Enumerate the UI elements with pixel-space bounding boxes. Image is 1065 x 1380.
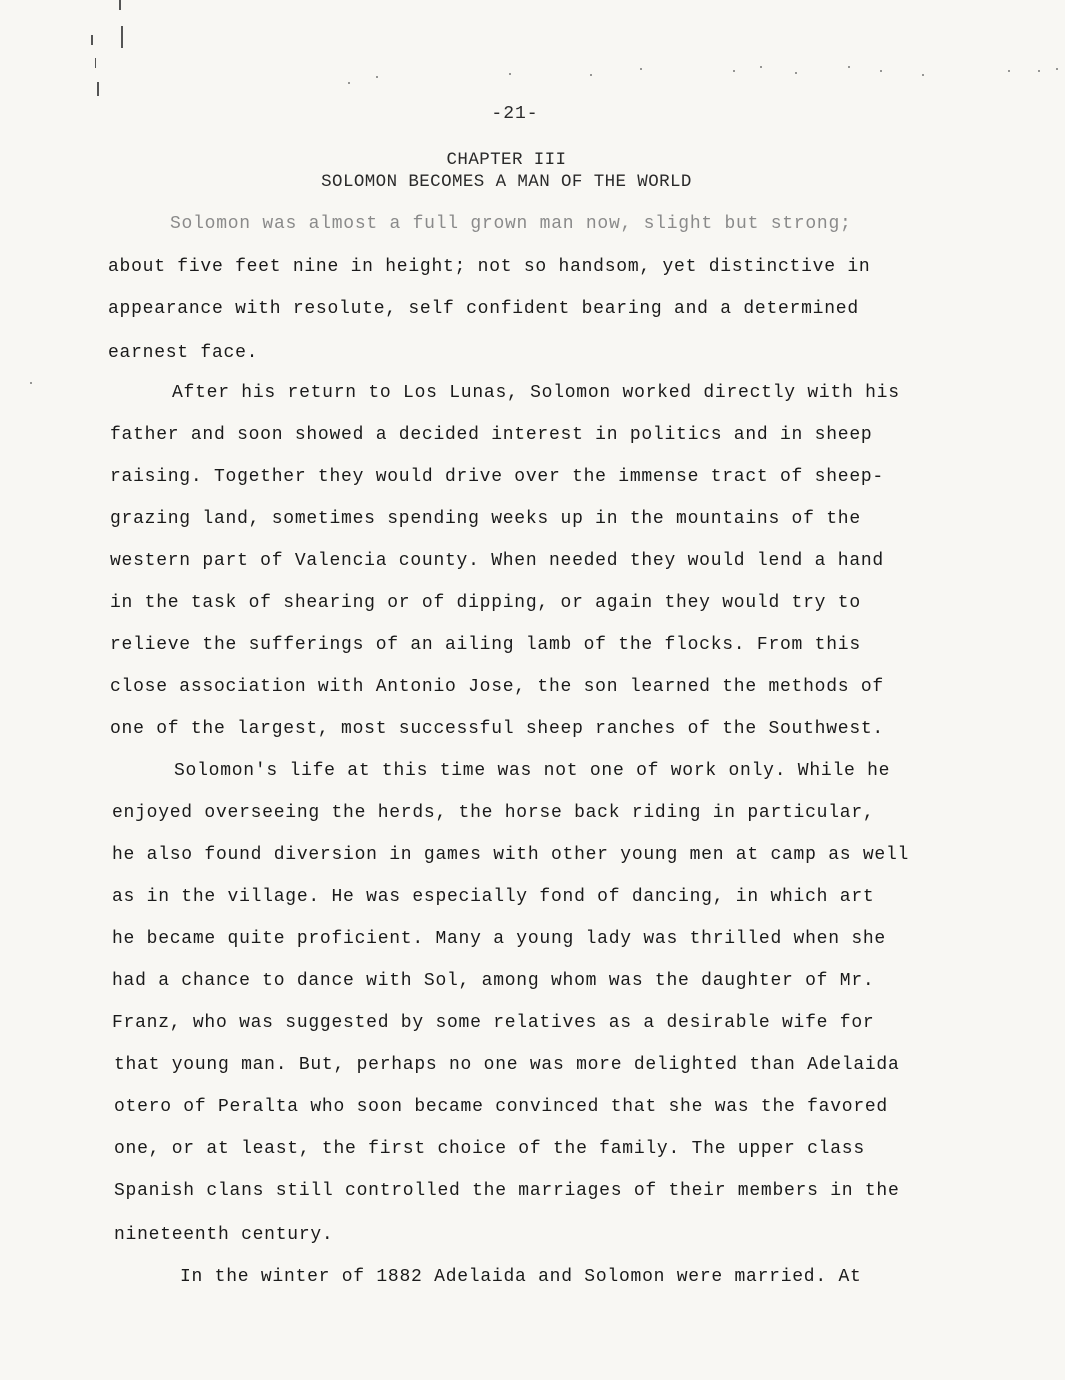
text-line: Spanish clans still controlled the marriages of their members in the (114, 1181, 900, 1201)
text-line: close association with Antonio Jose, the son learned the methods of (110, 677, 884, 697)
margin-mark (97, 82, 99, 96)
text-line: Franz, who was suggested by some relatives as a desirable wife for (112, 1013, 875, 1033)
text-line: in the task of shearing or of dipping, or again they would try to (110, 593, 861, 613)
text-line: he became quite proficient. Many a young lady was thrilled when she (112, 929, 886, 949)
text-line: one of the largest, most successful sheep ranches of the Southwest. (110, 719, 884, 739)
text-line: about five feet nine in height; not so handsom, yet distinctive in (108, 257, 871, 277)
text-line: appearance with resolute, self confident bearing and a determined (108, 299, 859, 319)
text-line: Solomon's life at this time was not one of work only. While he (174, 761, 891, 781)
margin-mark (119, 0, 121, 10)
text-line: earnest face. (108, 343, 259, 363)
text-line: father and soon showed a decided interest in politics and in sheep (110, 425, 873, 445)
margin-mark (95, 58, 96, 68)
text-line: grazing land, sometimes spending weeks up in the mountains of the (110, 509, 861, 529)
text-line: had a chance to dance with Sol, among whom was the daughter of Mr. (112, 971, 875, 991)
text-line: nineteenth century. (114, 1225, 334, 1245)
chapter-title: SOLOMON BECOMES A MAN OF THE WORLD (321, 172, 692, 192)
text-line: as in the village. He was especially fond of dancing, in which art (112, 887, 875, 907)
text-line: raising. Together they would drive over the immense tract of sheep- (110, 467, 884, 487)
text-line: he also found diversion in games with other young men at camp as well (112, 845, 910, 865)
text-line: that young man. But, perhaps no one was more delighted than Adelaida (114, 1055, 900, 1075)
text-line: In the winter of 1882 Adelaida and Solomon were married. At (180, 1267, 862, 1287)
chapter-number: CHAPTER III (446, 150, 567, 170)
text-line: otero of Peralta who soon became convinced that she was the favored (114, 1097, 888, 1117)
text-line: Solomon was almost a full grown man now, slight but strong; (170, 214, 852, 234)
text-line: western part of Valencia county. When needed they would lend a hand (110, 551, 884, 571)
page-number: -21- (491, 104, 539, 124)
text-line: enjoyed overseeing the herds, the horse back riding in particular, (112, 803, 875, 823)
text-line: After his return to Los Lunas, Solomon worked directly with his (172, 383, 900, 403)
margin-mark (121, 26, 123, 48)
text-line: one, or at least, the first choice of the family. The upper class (114, 1139, 865, 1159)
margin-mark (91, 35, 93, 45)
text-line: relieve the sufferings of an ailing lamb of the flocks. From this (110, 635, 861, 655)
